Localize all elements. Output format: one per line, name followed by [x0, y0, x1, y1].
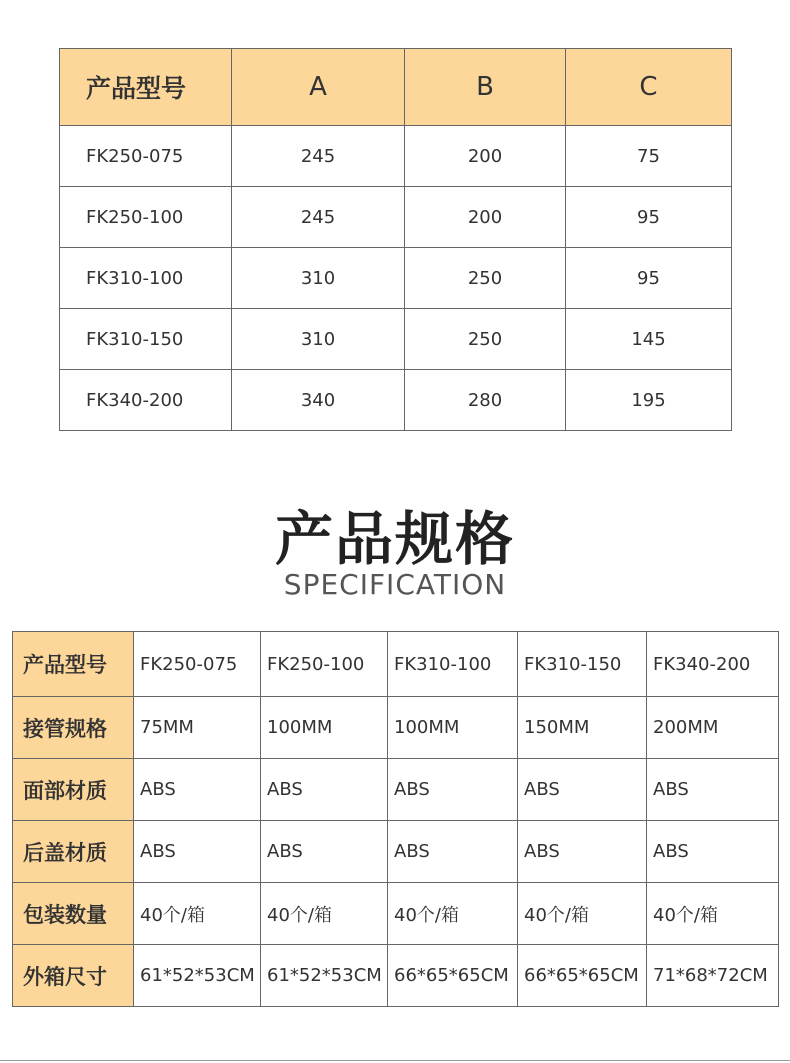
spec-row-label: 外箱尺寸	[13, 945, 134, 1007]
b-cell: 250	[405, 248, 566, 309]
spec-cell: 100MM	[261, 697, 388, 759]
section-subtitle: SPECIFICATION	[283, 568, 507, 601]
model-cell: FK250-075	[60, 126, 232, 187]
spec-cell: 40个/箱	[388, 883, 518, 945]
spec-cell: 40个/箱	[261, 883, 388, 945]
b-cell: 200	[405, 187, 566, 248]
table-row	[60, 187, 732, 248]
c-cell: 145	[566, 309, 732, 370]
c-cell: 95	[566, 248, 732, 309]
spec-cell: 75MM	[134, 697, 261, 759]
spec-cell: 61*52*53CM	[261, 945, 388, 1007]
c-cell: 95	[566, 187, 732, 248]
dimension-header-row	[60, 49, 732, 126]
spec-row-label: 后盖材质	[13, 821, 134, 883]
spec-row-face-material	[13, 759, 779, 821]
spec-cell: ABS	[647, 759, 779, 821]
spec-row-model	[13, 632, 779, 697]
header-model: 产品型号	[60, 49, 232, 126]
spec-row-label: 面部材质	[13, 759, 134, 821]
spec-row-pipe-size	[13, 697, 779, 759]
spec-cell: 66*65*65CM	[388, 945, 518, 1007]
c-cell: 75	[566, 126, 732, 187]
spec-row-carton-size	[13, 945, 779, 1007]
spec-cell: 40个/箱	[518, 883, 647, 945]
spec-cell: ABS	[261, 821, 388, 883]
a-cell: 245	[232, 126, 405, 187]
spec-cell: 40个/箱	[647, 883, 779, 945]
spec-row-label: 接管规格	[13, 697, 134, 759]
spec-table	[12, 631, 779, 1007]
a-cell: 340	[232, 370, 405, 431]
header-c: C	[566, 49, 732, 126]
spec-cell: 150MM	[518, 697, 647, 759]
spec-cell: ABS	[518, 759, 647, 821]
model-cell: FK340-200	[60, 370, 232, 431]
header-b: B	[405, 49, 566, 126]
spec-cell: FK250-100	[261, 632, 388, 697]
spec-cell: FK340-200	[647, 632, 779, 697]
table-row	[60, 126, 732, 187]
bottom-divider	[0, 1060, 790, 1061]
table-row	[60, 309, 732, 370]
a-cell: 245	[232, 187, 405, 248]
spec-cell: FK250-075	[134, 632, 261, 697]
model-cell: FK310-150	[60, 309, 232, 370]
spec-cell: ABS	[388, 759, 518, 821]
spec-cell: ABS	[388, 821, 518, 883]
spec-row-label: 包装数量	[13, 883, 134, 945]
spec-cell: ABS	[518, 821, 647, 883]
b-cell: 280	[405, 370, 566, 431]
table-row	[60, 248, 732, 309]
spec-cell: 200MM	[647, 697, 779, 759]
spec-row-back-material	[13, 821, 779, 883]
spec-row-packing	[13, 883, 779, 945]
a-cell: 310	[232, 309, 405, 370]
spec-cell: FK310-100	[388, 632, 518, 697]
spec-cell: ABS	[134, 759, 261, 821]
table-row	[60, 370, 732, 431]
spec-cell: 61*52*53CM	[134, 945, 261, 1007]
spec-cell: FK310-150	[518, 632, 647, 697]
spec-cell: ABS	[261, 759, 388, 821]
spec-cell: 66*65*65CM	[518, 945, 647, 1007]
spec-cell: 71*68*72CM	[647, 945, 779, 1007]
dimension-table	[59, 48, 732, 431]
b-cell: 250	[405, 309, 566, 370]
spec-cell: 100MM	[388, 697, 518, 759]
spec-cell: ABS	[647, 821, 779, 883]
spec-cell: ABS	[134, 821, 261, 883]
model-cell: FK310-100	[60, 248, 232, 309]
spec-cell: 40个/箱	[134, 883, 261, 945]
b-cell: 200	[405, 126, 566, 187]
header-a: A	[232, 49, 405, 126]
a-cell: 310	[232, 248, 405, 309]
section-title: 产品规格	[274, 505, 515, 573]
model-cell: FK250-100	[60, 187, 232, 248]
c-cell: 195	[566, 370, 732, 431]
spec-row-label: 产品型号	[13, 632, 134, 697]
